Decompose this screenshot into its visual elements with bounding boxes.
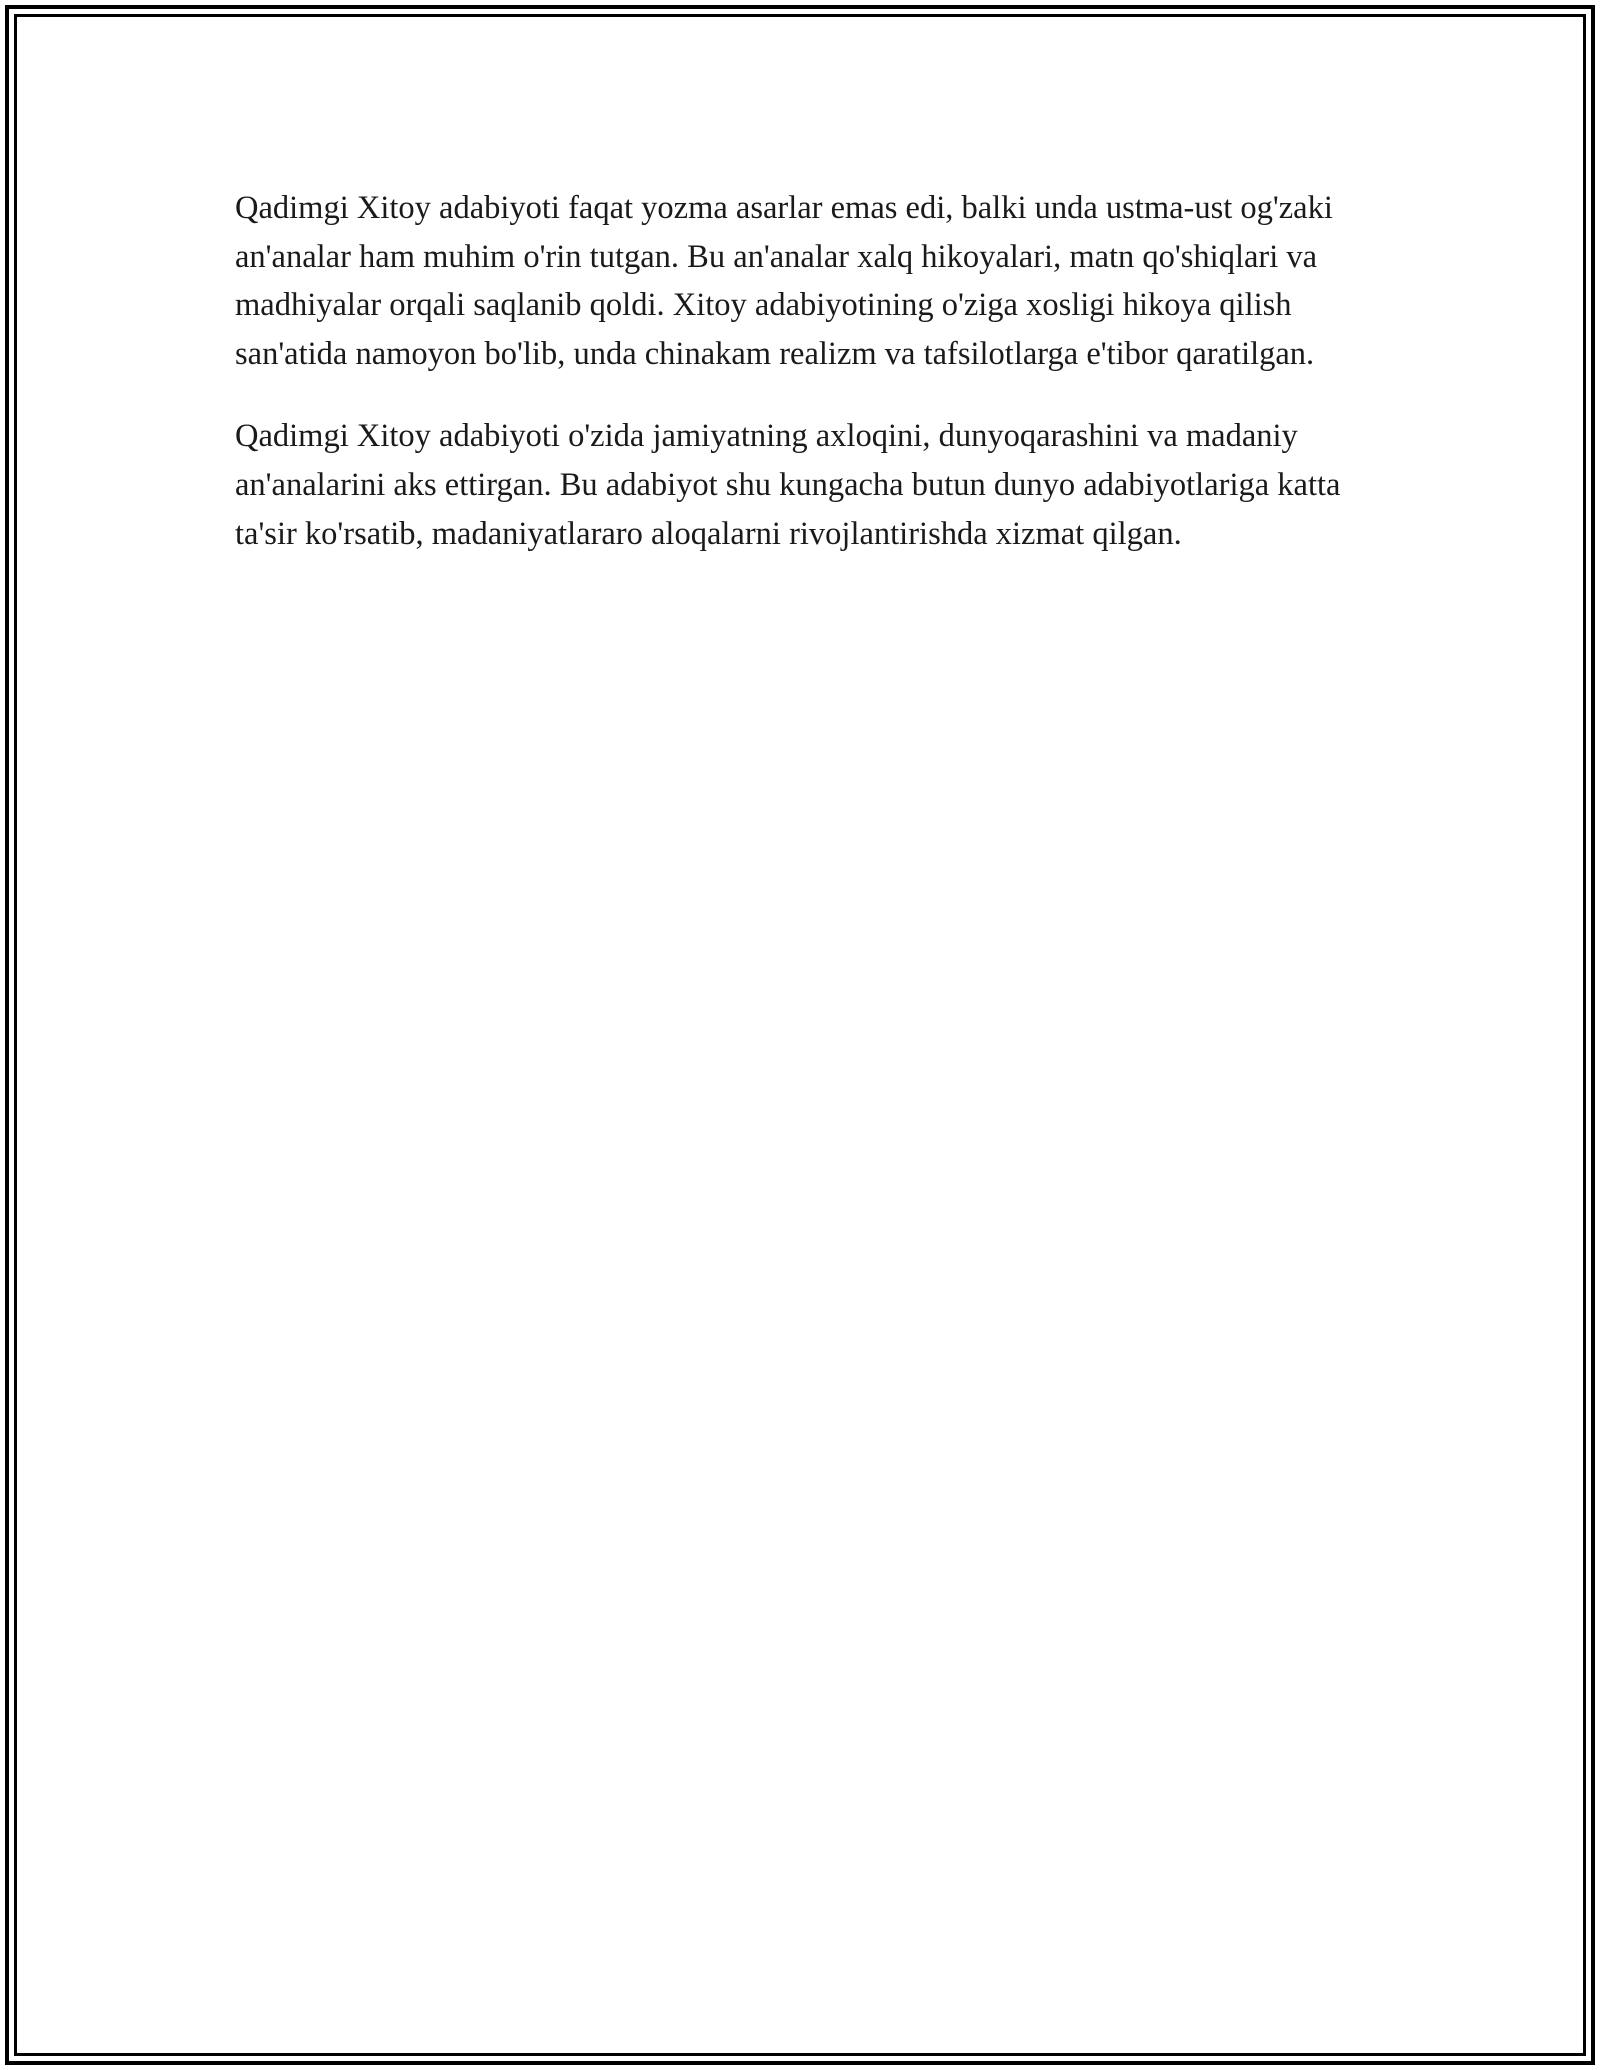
document-body [235, 184, 1385, 592]
paragraph-1: Qadimgi Xitoy adabiyoti faqat yozma asarlar emas edi, balki unda ustma-ust og'zaki an'analar ham muhim o'rin tutgan. Bu an'analar xalq hikoyalari, matn qo'shiqlari va madhiyalar orqali saqlanib qoldi. Xitoy adabiyotining o'ziga xosligi hikoya qilish san'atida namoyon bo'lib, unda chinakam realizm va tafsilotlarga e'tibor qaratilgan. [235, 190, 1333, 372]
paragraph-2: Qadimgi Xitoy adabiyoti o'zida jamiyatning axloqini, dunyoqarashini va madaniy an'analarini aks ettirgan. Bu adabiyot shu kungacha butun dunyo adabiyotlariga katta ta'sir ko'rsatib, madaniyatlararo aloqalarni rivojlantirishda xizmat qilgan. [235, 418, 1341, 552]
